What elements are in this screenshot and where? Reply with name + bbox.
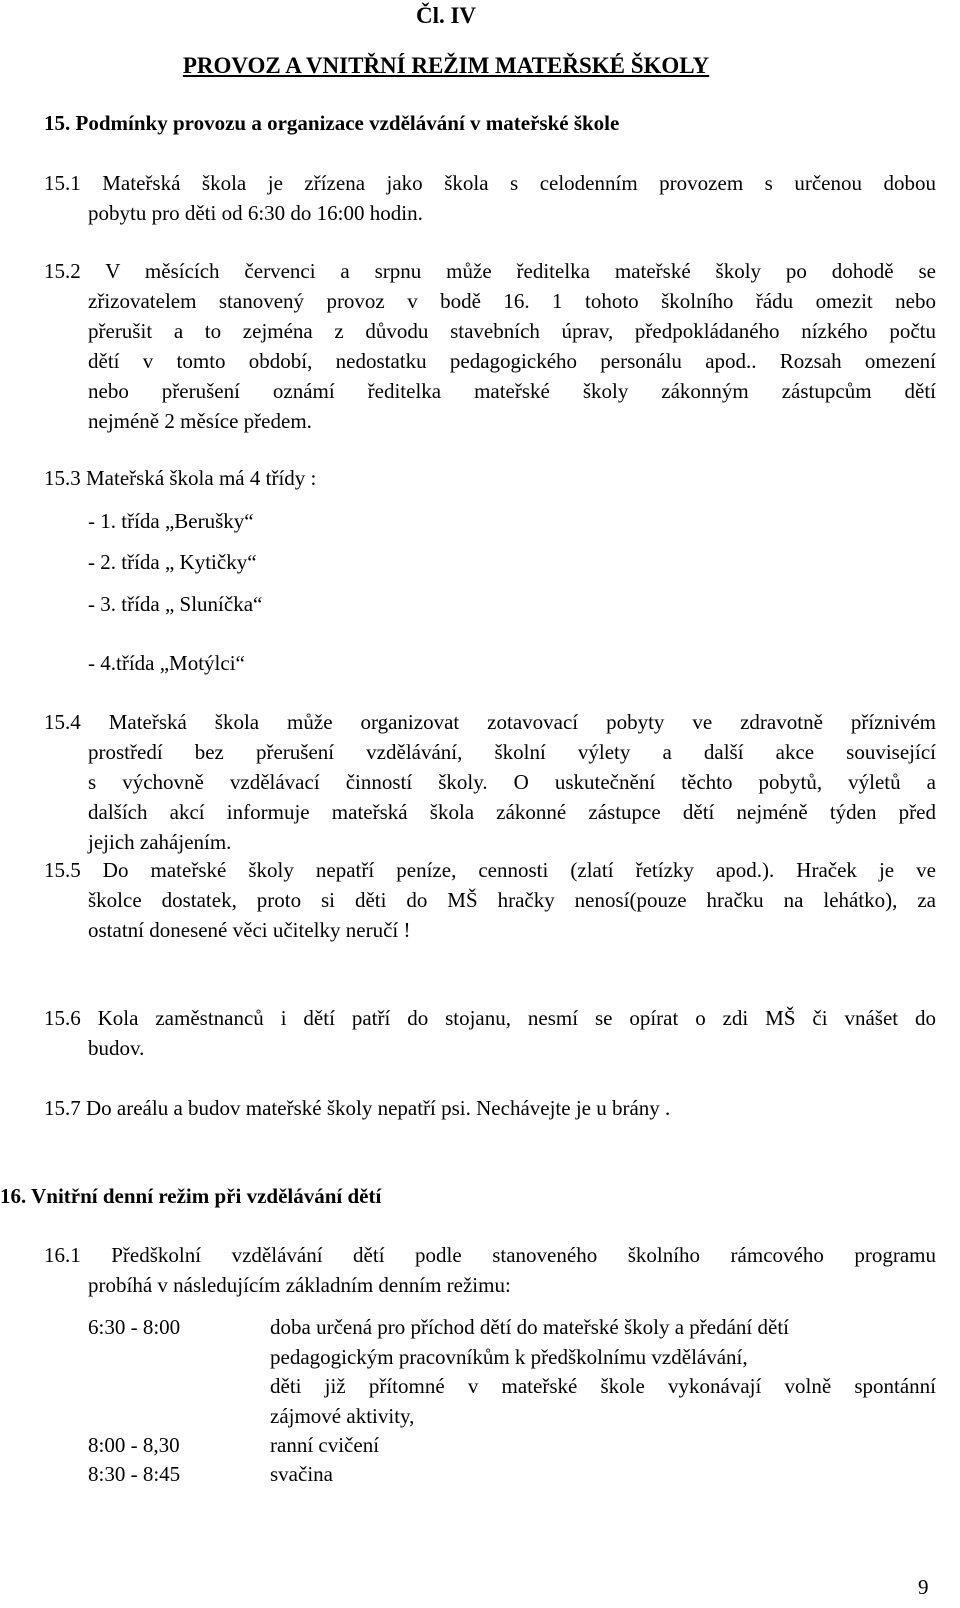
paragraph-line: dětí v tomto období, nedostatku pedagogického personálu apod.. Rozsah omezení [88, 349, 936, 373]
paragraph-15-2 [44, 256, 936, 436]
paragraph-line: probíhá v následujícím základním denním režimu: [88, 1273, 511, 1297]
paragraph-line: 15.1 Mateřská škola je zřízena jako škola s celodenním provozem s určenou dobou [44, 171, 936, 195]
paragraph-line: prostředí bez přerušení vzdělávání, školní výlety a další akce související [88, 740, 936, 764]
paragraph-line: nebo přerušení oznámí ředitelka mateřské školy zákonným zástupcům dětí [88, 379, 936, 403]
list-item-class-4: - 4.třída „Motýlci“ [88, 651, 245, 675]
paragraph-15-3 [44, 463, 936, 493]
paragraph-line: jejich zahájením. [88, 830, 232, 854]
paragraph-15-4 [44, 707, 936, 857]
paragraph-line: s výchovně vzdělávací činností školy. O uskutečnění těchto pobytů, výletů a [88, 770, 936, 794]
schedule-description: ranní cvičení [270, 1433, 380, 1457]
paragraph-line: školce dostatek, proto si děti do MŠ hračky nenosí(pouze hračku na lehátko), za [88, 888, 936, 912]
paragraph-line: ostatní donesené věci učitelky neručí ! [88, 918, 411, 942]
paragraph-15-5 [44, 855, 936, 945]
paragraph-line: zřizovatelem stanovený provoz v bodě 16. 1 tohoto školního řádu omezit nebo [88, 289, 936, 313]
schedule-description: pedagogickým pracovníkům k předškolnímu vzdělávání, [270, 1345, 748, 1369]
chapter-label: Čl. IV [415, 3, 477, 28]
paragraph-line: budov. [88, 1036, 145, 1060]
paragraph-line: 15.5 Do mateřské školy nepatří peníze, cennosti (zlatí řetízky apod.). Hraček je ve [44, 858, 936, 882]
paragraph-line: dalších akcí informuje mateřská škola zákonné zástupce dětí nejméně týden před [88, 800, 936, 824]
paragraph-line: 15.4 Mateřská škola může organizovat zotavovací pobyty ve zdravotně příznivém [44, 710, 936, 734]
schedule-time: 8:00 - 8,30 [88, 1433, 180, 1457]
schedule-time: 6:30 - 8:00 [88, 1315, 181, 1339]
paragraph-line: nejméně 2 měsíce předem. [88, 409, 312, 433]
list-item-class-1: - 1. třída „Berušky“ [88, 509, 254, 533]
schedule-description: děti již přítomné v mateřské škole vykonávají volně spontánní [270, 1374, 936, 1398]
paragraph-15-6 [44, 1003, 936, 1063]
list-item-class-3: - 3. třída „ Sluníčka“ [88, 592, 263, 616]
paragraph-15-1 [44, 168, 936, 228]
paragraph-line: 15.6 Kola zaměstnanců i dětí patří do stojanu, nesmí se opírat o zdi MŠ či vnášet do [44, 1006, 936, 1030]
paragraph-line: pobytu pro děti od 6:30 do 16:00 hodin. [88, 201, 423, 225]
list-item-class-2: - 2. třída „ Kytičky“ [88, 550, 257, 574]
paragraph-line: 15.3 Mateřská škola má 4 třídy : [44, 466, 317, 490]
paragraph-line: přerušit a to zejména z důvodu stavebních úprav, předpokládaného nízkého počtu [88, 319, 936, 343]
paragraph-15-7 [44, 1093, 936, 1123]
paragraph-line: 15.7 Do areálu a budov mateřské školy nepatří psi. Nechávejte je u brány . [44, 1096, 671, 1120]
paragraph-line: 16.1 Předškolní vzdělávání dětí podle stanoveného školního rámcového programu [44, 1243, 936, 1267]
page-number: 9 [918, 1575, 929, 1599]
paragraph-16-1 [44, 1240, 936, 1300]
schedule-description: zájmové aktivity, [270, 1404, 415, 1428]
schedule-description: svačina [270, 1462, 333, 1486]
schedule-description: doba určená pro příchod dětí do mateřské školy a předání dětí [270, 1315, 789, 1339]
chapter-title: PROVOZ A VNITŘNÍ REŽIM MATEŘSKÉ ŠKOLY [182, 53, 710, 78]
section-16-heading: 16. Vnitřní denní režim při vzdělávání dětí [0, 1184, 382, 1208]
paragraph-line: 15.2 V měsících červenci a srpnu může ředitelka mateřské školy po dohodě se [44, 259, 936, 283]
schedule-time: 8:30 - 8:45 [88, 1462, 181, 1486]
section-15-heading: 15. Podmínky provozu a organizace vzdělávání v mateřské škole [44, 111, 620, 135]
